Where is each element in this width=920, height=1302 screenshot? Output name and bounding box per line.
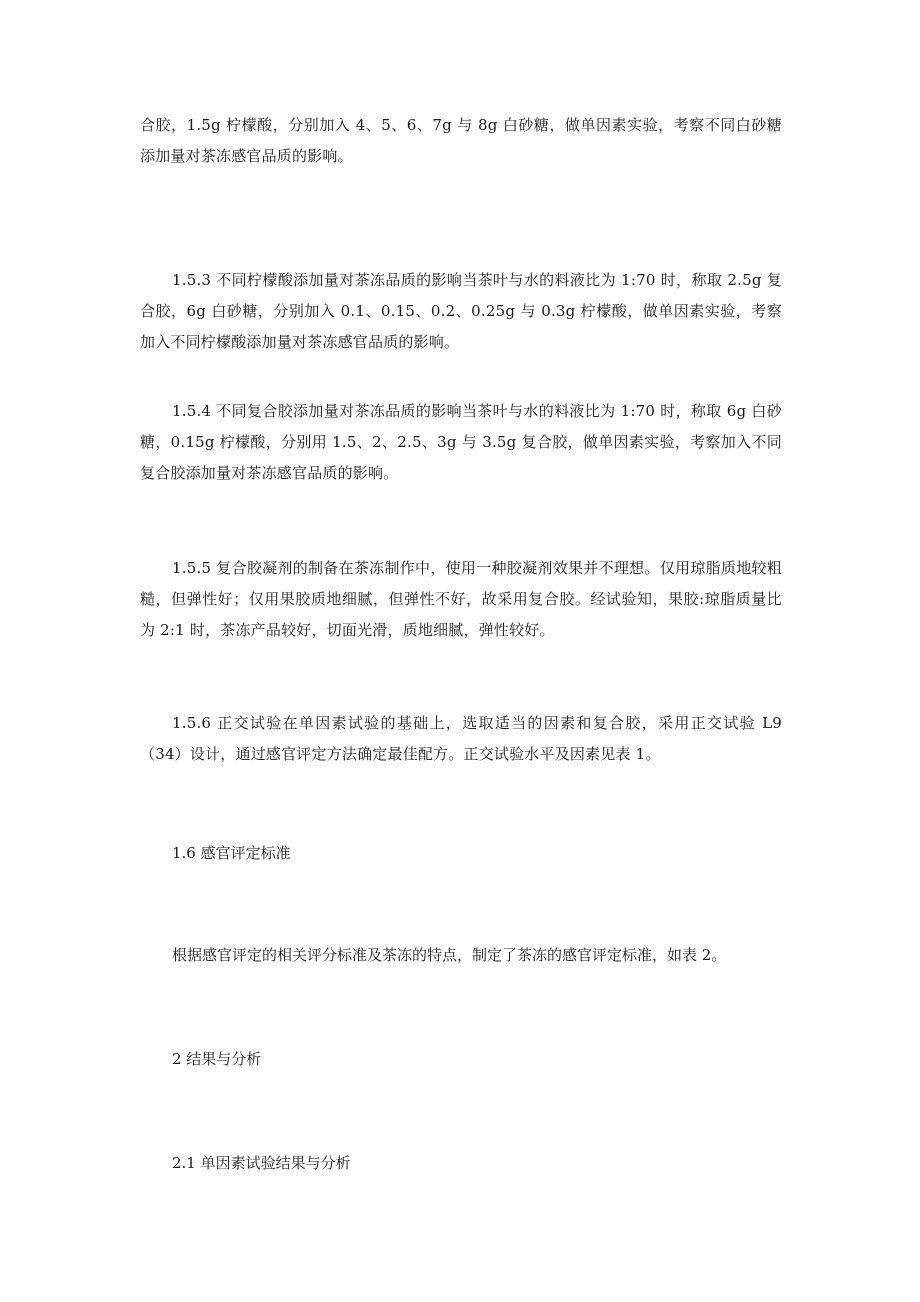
- heading-2: 2 结果与分析: [172, 1050, 262, 1068]
- heading-1-6: 1.6 感官评定标准: [172, 844, 291, 862]
- heading-2-1: 2.1 单因素试验结果与分析: [172, 1154, 351, 1172]
- paragraph-sugar-experiment: 合胶，1.5g 柠檬酸，分别加入 4、5、6、7g 与 8g 白砂糖，做单因素实验，考察不同白砂糖添加量对茶冻感官品质的影响。: [140, 116, 782, 165]
- paragraph-1-5-5: 1.5.5 复合胶凝剂的制备在茶冻制作中，使用一种胶凝剂效果并不理想。仅用琼脂质地较粗糙，但弹性好；仅用果胶质地细腻，但弹性不好，故采用复合胶。经试验知，果胶:琼脂质量比为 2:1 时，茶冻产品较好，切面光滑，质地细腻，弹性较好。: [140, 559, 782, 639]
- paragraph-sensory-standard: 根据感官评定的相关评分标准及茶冻的特点，制定了茶冻的感官评定标准，如表 2。: [172, 946, 727, 964]
- paragraph-1-5-3: 1.5.3 不同柠檬酸添加量对茶冻品质的影响当茶叶与水的料液比为 1:70 时，称取 2.5g 复合胶，6g 白砂糖，分别加入 0.1、0.15、0.2、0.25g 与 0.3g 柠檬酸，做单因素实验，考察加入不同柠檬酸添加量对茶冻感官品质的影响。: [140, 271, 782, 351]
- paragraph-1-5-4: 1.5.4 不同复合胶添加量对茶冻品质的影响当茶叶与水的料液比为 1:70 时，称取 6g 白砂糖，0.15g 柠檬酸，分别用 1.5、2、2.5、3g 与 3.5g 复合胶，做单因素实验，考察加入不同复合胶添加量对茶冻感官品质的影响。: [140, 402, 782, 482]
- paragraph-1-5-6: 1.5.6 正交试验在单因素试验的基础上，选取适当的因素和复合胶，采用正交试验 L9（34）设计，通过感官评定方法确定最佳配方。正交试验水平及因素见表 1。: [140, 714, 782, 763]
